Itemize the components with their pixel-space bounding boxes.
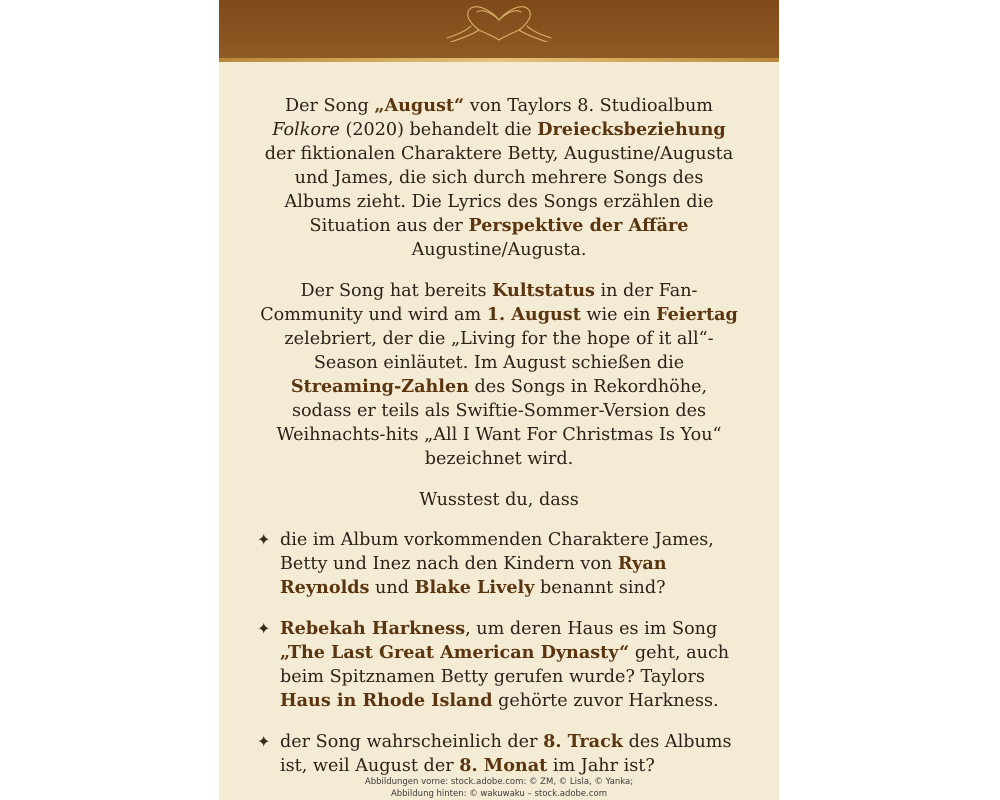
facts-intro: Wusstest du, dass xyxy=(419,490,579,510)
highlight-streaming: Streaming-Zahlen xyxy=(290,376,469,397)
highlight-august: „August“ xyxy=(374,95,465,116)
album-title: Folkore xyxy=(272,120,340,140)
list-item: ✦ der Song wahrscheinlich der 8. Track des Albums ist, weil August der 8. Monat im Jahr ist? xyxy=(257,731,732,776)
credits-line-front: Abbildungen vorne: stock.adobe.com: © ZM, © Lisla, © Yanka; xyxy=(364,777,634,787)
highlight-feiertag: Feiertag xyxy=(656,304,738,325)
book-page xyxy=(219,0,779,800)
highlight-perspektive: Perspektive der Affäre xyxy=(468,215,689,236)
list-item: ✦ Rebekah Harkness, um deren Haus es im Song „The Last Great American Dynasty“ geht, auch beim Spitznamen Betty gerufen wurde? Taylors Haus in Rhode Island gehörte zuvor Harkness. xyxy=(257,618,730,711)
main-text xyxy=(259,94,739,795)
sparkle-bullet-icon: ✦ xyxy=(257,619,271,638)
facts-list xyxy=(259,528,739,778)
list-item: ✦ die im Album vorkommenden Charaktere James, Betty und Inez nach den Kindern von Ryan Reynolds und Blake Lively benannt sind? xyxy=(257,530,714,598)
highlight-date: 1. August xyxy=(486,304,581,325)
paragraph-august-song: Der Song „August“ von Taylors 8. Studioalbum Folkore (2020) behandelt die Dreiecksbeziehung der fiktionalen Charaktere Betty, Augustine/Augusta und James, die sich durch mehrere Songs des Albums zieht. Die Lyrics des Songs erzählen die Situation aus der Perspektive der Affäre Augustine/Augusta. xyxy=(264,95,734,260)
highlight-dreiecksbeziehung: Dreiecksbeziehung xyxy=(537,119,726,140)
image-credits xyxy=(219,776,779,800)
sparkle-bullet-icon: ✦ xyxy=(257,530,271,549)
highlight-kultstatus: Kultstatus xyxy=(492,280,595,301)
header-band xyxy=(219,0,779,58)
paragraph-kultstatus: Der Song hat bereits Kultstatus in der Fan-Community und wird am 1. August wie ein Feiertag zelebriert, der die „Living for the hope of it all“-Season einläutet. Im August schießen die Streaming-Zahlen des Songs in Rekordhöhe, sodass er teils als Swiftie-Sommer-Version des Weihnachts-hits „All I Want For Christmas Is You“ bezeichnet wird. xyxy=(260,280,738,469)
sparkle-bullet-icon: ✦ xyxy=(257,732,271,751)
credits-line-back: Abbildung hinten: © wakuwaku – stock.adobe.com xyxy=(390,789,608,799)
header-divider xyxy=(219,58,779,62)
heart-hands-icon xyxy=(445,0,553,42)
